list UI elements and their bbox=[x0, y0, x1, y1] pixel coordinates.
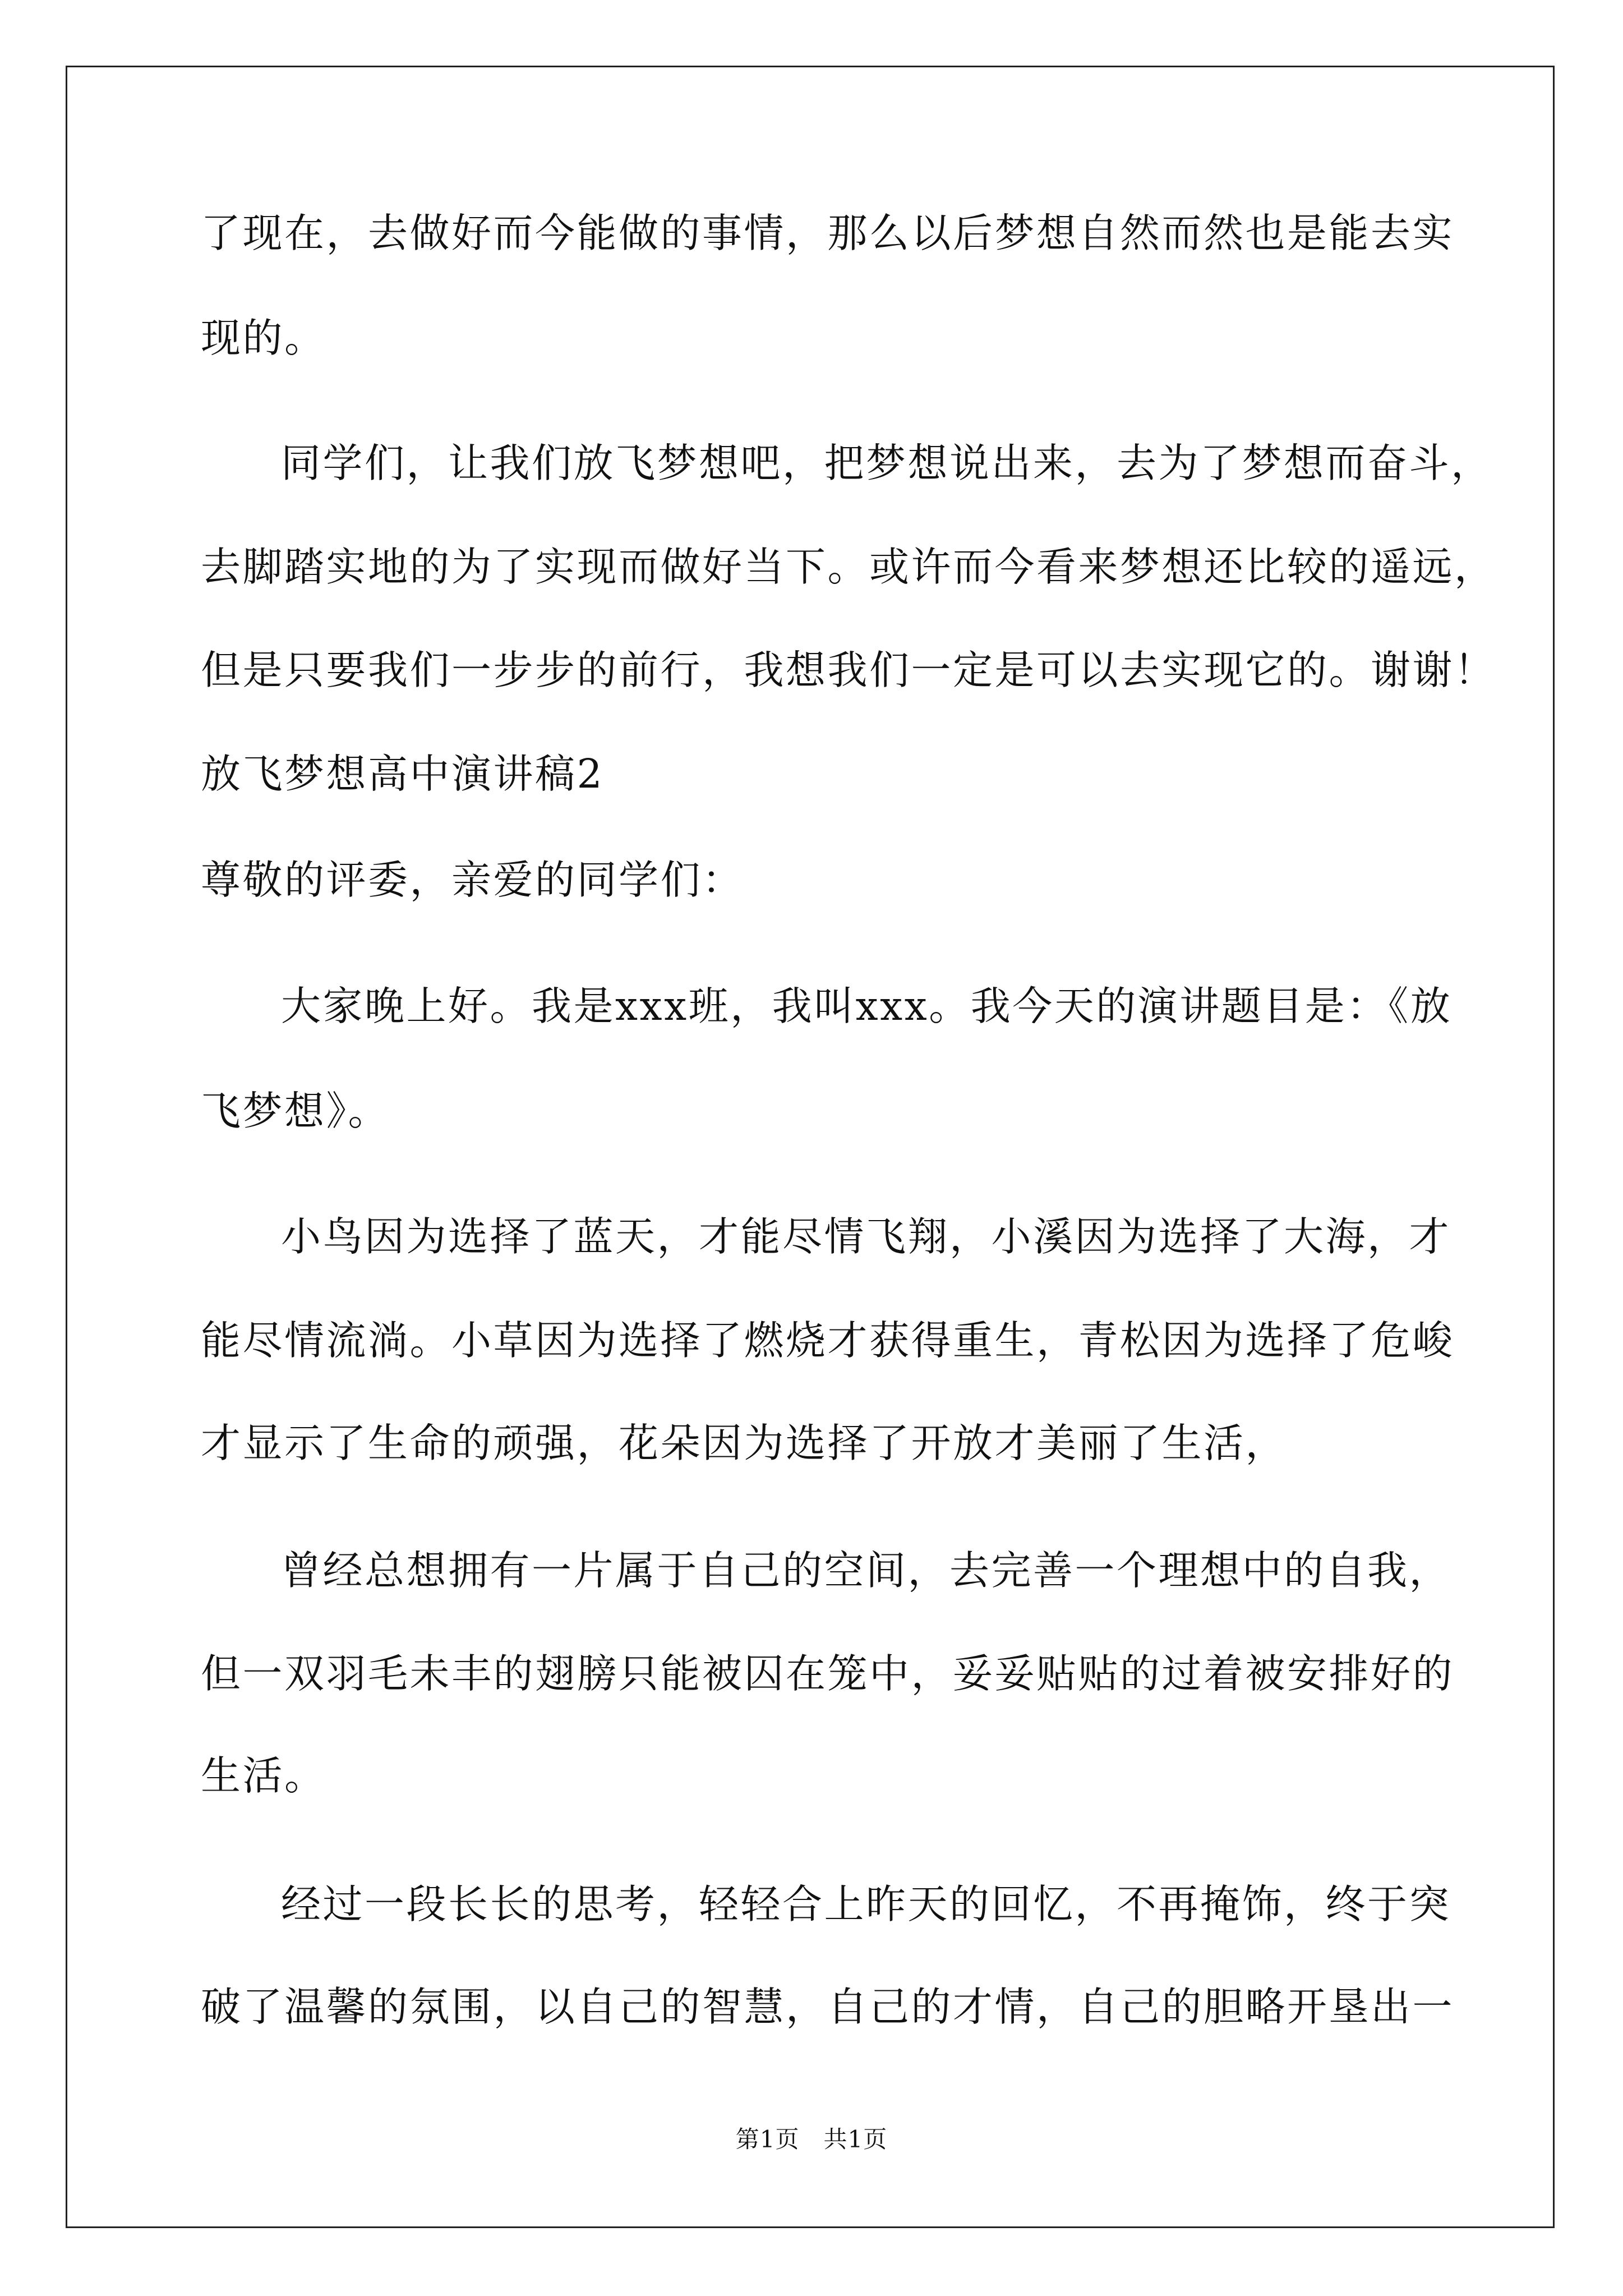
text-line: 去脚踏实地的为了实现而做好当下。或许而今看来梦想还比较的遥远， bbox=[201, 544, 1496, 590]
page-footer: 第1页 共1页 bbox=[735, 2125, 888, 2153]
paragraph-start: 曾经总想拥有一片属于自己的空间，去完善一个理想中的自我， bbox=[281, 1547, 1451, 1594]
section-heading: 放飞梦想高中演讲稿2 bbox=[201, 751, 605, 797]
text-line: 能尽情流淌。小草因为选择了燃烧才获得重生，青松因为选择了危峻 bbox=[201, 1317, 1455, 1364]
text-line: 但一双羽毛未丰的翅膀只能被囚在笼中，妥妥贴贴的过着被安排好的 bbox=[201, 1650, 1455, 1697]
paragraph-start: 经过一段长长的思考，轻轻合上昨天的回忆，不再掩饰，终于突 bbox=[281, 1881, 1451, 1927]
text-line: 了现在，去做好而今能做的事情，那么以后梦想自然而然也是能去实 bbox=[201, 210, 1455, 256]
text-line: 但是只要我们一步步的前行，我想我们一定是可以去实现它的。谢谢！ bbox=[201, 647, 1496, 693]
paragraph-start: 同学们，让我们放飞梦想吧，把梦想说出来，去为了梦想而奋斗， bbox=[281, 440, 1493, 486]
text-line: 破了温馨的氛围，以自己的智慧，自己的才情，自己的胆略开垦出一 bbox=[201, 1984, 1455, 2030]
text-line: 生活。 bbox=[201, 1752, 326, 1799]
text-line: 飞梦想》。 bbox=[201, 1088, 390, 1134]
paragraph-start: 大家晚上好。我是xxx班，我叫xxx。我今天的演讲题目是：《放 bbox=[281, 983, 1453, 1029]
paragraph-start: 小鸟因为选择了蓝天，才能尽情飞翔，小溪因为选择了大海，才 bbox=[281, 1213, 1451, 1260]
text-line: 才显示了生命的顽强，花朵因为选择了开放才美丽了生活， bbox=[201, 1420, 1288, 1466]
salutation: 尊敬的评委，亲爱的同学们： bbox=[201, 857, 744, 903]
text-line: 现的。 bbox=[201, 315, 326, 361]
